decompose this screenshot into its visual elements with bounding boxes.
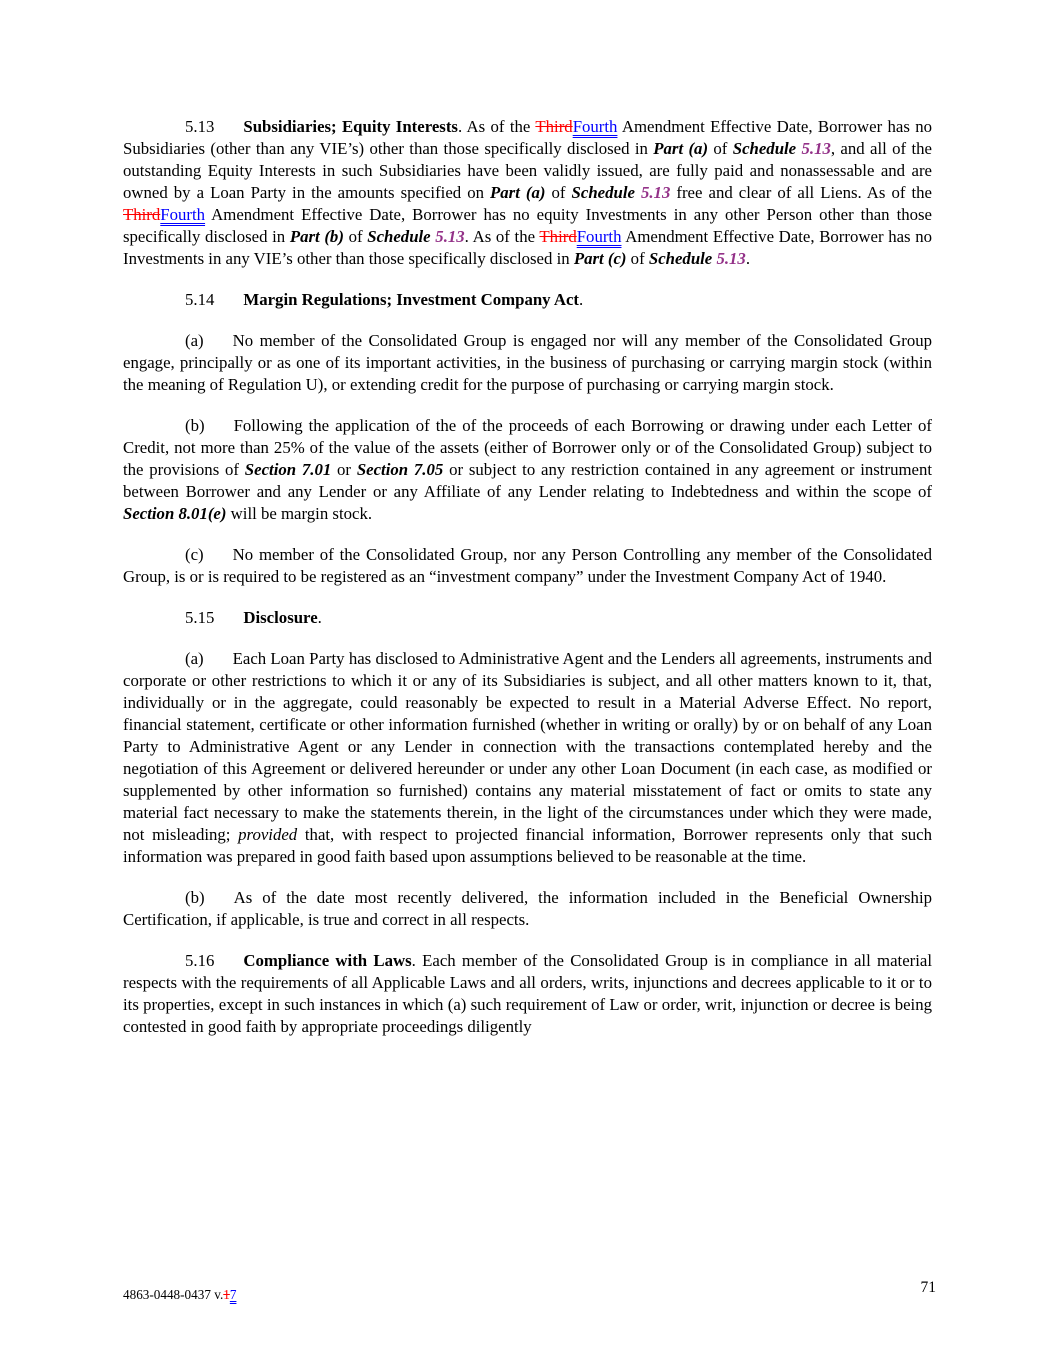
text-run: Section 7.01: [244, 460, 332, 479]
footer-version-inserted: 7: [229, 1287, 237, 1302]
text-run: 5.16: [185, 951, 215, 970]
document-body: [123, 116, 932, 1038]
text-run: (b): [185, 416, 205, 435]
text-run: 5.14: [185, 290, 215, 309]
paragraph: [123, 887, 932, 931]
text-run: free and clear of all Liens. As of the: [670, 183, 933, 202]
text-run: Each Loan Party has disclosed to Administrative Agent and the Lenders all agreements, instruments and corporate or other restrictions to which it or any of its Subsidiaries is subject, and all other matters known to it, that, individually or in the aggregate, could reasonably be expected to result in a Material Adverse Effect. No report, financial statement, certificate or other information furnished (whether in writing or orally) by or on behalf of any Loan Party to Administrative Agent or any Lender in connection with the transactions contemplated hereby and the negotiation of this Agreement or delivered hereunder or under any other Loan Document (in each case, as modified or supplemented by other information so furnished) contains any material misstatement of fact or omits to state any material fact necessary to make the statements therein, in the light of the circumstances under which they were made, not misleading;: [123, 649, 932, 844]
text-run: of: [626, 249, 649, 268]
paragraph: [123, 330, 932, 396]
deleted-text-run: Third: [539, 227, 577, 246]
text-run: Following the application of the of the proceeds of each Borrowing or drawing under each Letter of Credit, not more than 25% of the value of the assets (either of Borrower only or of the Consolidated Group) subject to the provisions of: [123, 416, 932, 479]
text-run: Amendment Effective Date, Borrower has no Investments in any VIE’s other than those specifically disclosed in: [123, 227, 933, 268]
page-number: 71: [920, 1279, 936, 1296]
text-run: Compliance with Laws: [243, 951, 412, 970]
text-run: 5.13: [640, 183, 671, 202]
text-run: (b): [185, 888, 205, 907]
text-run: 5.13: [716, 249, 746, 268]
text-run: of: [545, 183, 572, 202]
text-run: . Each member of the Consolidated Group is in compliance in all material respects with the requirements of all Applicable Laws and all orders, writs, injunctions and decrees applicable to it or to its properties, except in such instances in which (a) such requirement of Law or order, writ, injunction or decree is being contested in good faith by appropriate proceedings diligently: [123, 951, 932, 1036]
paragraph: [123, 116, 932, 270]
text-run: .: [317, 608, 322, 627]
paragraph: [123, 544, 932, 588]
text-run: No member of the Consolidated Group, nor any Person Controlling any member of the Consolidated Group, is or is required to be registered as an “investment company” under the Investment Company Act of 1940.: [123, 545, 932, 586]
text-run: Section 7.05: [356, 460, 444, 479]
inserted-text-run: Fourth: [576, 227, 622, 246]
text-run: Schedule: [571, 183, 641, 202]
text-run: that, with respect to projected financial information, Borrower represents only that such information was prepared in good faith based upon assumptions believed to be reasonable at the time.: [123, 825, 932, 866]
footer-document-id: [123, 1286, 236, 1303]
paragraph: [123, 415, 932, 525]
text-run: (a): [185, 331, 204, 350]
text-run: or: [331, 460, 357, 479]
text-run: (c): [185, 545, 204, 564]
deleted-text-run: Third: [535, 117, 573, 136]
paragraph: [123, 950, 932, 1038]
deleted-text-run: Third: [123, 205, 161, 224]
footer-docid-prefix: 4863-0448-0437 v.: [123, 1287, 224, 1302]
text-run: will be margin stock.: [226, 504, 373, 523]
inserted-text-run: Fourth: [572, 117, 618, 136]
text-run: Margin Regulations; Investment Company Act: [243, 290, 579, 309]
inserted-text-run: Fourth: [160, 205, 206, 224]
text-run: Part (a): [490, 183, 546, 202]
text-run: 5.13: [435, 227, 465, 246]
text-run: Amendment Effective Date, Borrower has no equity Investments in any other Person other than those specifically disclosed in: [123, 205, 932, 246]
text-run: of: [343, 227, 368, 246]
text-run: 5.15: [185, 608, 215, 627]
text-run: .: [745, 249, 751, 268]
text-run: Disclosure: [243, 608, 318, 627]
text-run: of: [708, 139, 733, 158]
paragraph: [123, 289, 932, 311]
text-run: Section 8.01(e): [123, 504, 227, 523]
text-run: Part (c): [573, 249, 627, 268]
text-run: Schedule: [732, 139, 802, 158]
text-run: Subsidiaries; Equity Interests: [243, 117, 458, 136]
text-run: 5.13: [801, 139, 831, 158]
text-run: (a): [185, 649, 204, 668]
text-run: , and all of the outstanding Equity Interests in such Subsidiaries have been validly issued, are fully paid and nonassessable and are owned by a Loan Party in the amounts specified on: [123, 139, 932, 202]
paragraph: [123, 607, 932, 629]
text-run: provided: [238, 825, 298, 844]
text-run: or subject to any restriction contained in any agreement or instrument between Borrower and any Lender or any Affiliate of any Lender relating to Indebtedness and within the scope of: [123, 460, 933, 501]
footer-version-deleted: 1: [223, 1287, 230, 1302]
text-run: Schedule: [648, 249, 717, 268]
text-run: As of the date most recently delivered, the information included in the Beneficial Ownership Certification, if applicable, is true and correct in all respects.: [123, 888, 932, 929]
text-run: 5.13: [185, 117, 215, 136]
text-run: . As of the: [457, 117, 536, 136]
paragraph: [123, 648, 932, 868]
text-run: Amendment Effective Date, Borrower has no Subsidiaries (other than any VIE’s) other than those specifically disclosed in: [123, 117, 932, 158]
text-run: No member of the Consolidated Group is engaged nor will any member of the Consolidated Group engage, principally or as one of its important activities, in the business of purchasing or carrying margin stock (within the meaning of Regulation U), or extending credit for the purpose of purchasing or carrying margin stock.: [123, 331, 932, 394]
text-run: Schedule: [367, 227, 436, 246]
text-run: . As of the: [464, 227, 540, 246]
text-run: Part (a): [653, 139, 709, 158]
text-run: Part (b): [289, 227, 344, 246]
text-run: .: [579, 290, 584, 309]
